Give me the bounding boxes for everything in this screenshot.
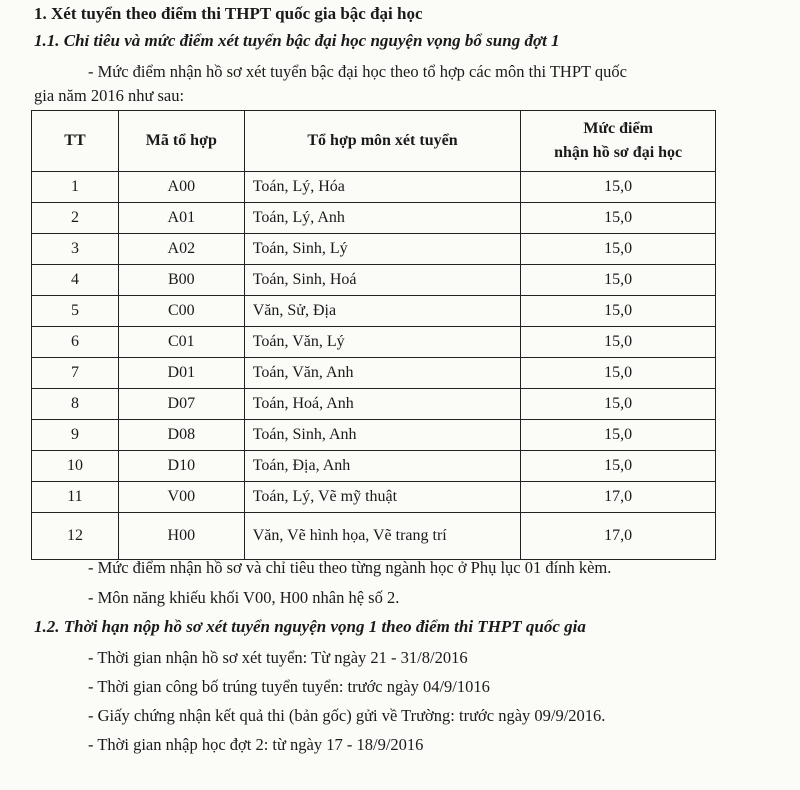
row-muc-diem: 15,0 (521, 327, 716, 358)
note-2: - Môn năng khiếu khối V00, H00 nhân hệ số 2. (88, 588, 400, 607)
table-row (32, 203, 716, 234)
row-tt: 12 (32, 513, 119, 560)
row-to-hop-mon: Toán, Sinh, Lý (244, 234, 521, 265)
row-ma-to-hop: C00 (118, 296, 244, 327)
row-muc-diem: 15,0 (521, 296, 716, 327)
row-muc-diem: 15,0 (521, 389, 716, 420)
deadline-4: - Thời gian nhập học đợt 2: từ ngày 17 - 18/9/2016 (88, 735, 424, 754)
row-ma-to-hop: C01 (118, 327, 244, 358)
row-to-hop-mon: Toán, Địa, Anh (244, 451, 521, 482)
deadline-1: - Thời gian nhận hồ sơ xét tuyển: Từ ngày 21 - 31/8/2016 (88, 648, 468, 667)
row-muc-diem: 15,0 (521, 234, 716, 265)
admission-score-table (31, 110, 716, 560)
row-tt: 11 (32, 482, 119, 513)
row-to-hop-mon: Toán, Lý, Anh (244, 203, 521, 234)
row-ma-to-hop: A02 (118, 234, 244, 265)
row-to-hop-mon: Toán, Văn, Lý (244, 327, 521, 358)
row-tt: 4 (32, 265, 119, 296)
row-ma-to-hop: D07 (118, 389, 244, 420)
row-muc-diem: 15,0 (521, 451, 716, 482)
row-muc-diem: 15,0 (521, 420, 716, 451)
row-tt: 3 (32, 234, 119, 265)
header-tt: TT (32, 111, 119, 172)
row-tt: 5 (32, 296, 119, 327)
row-ma-to-hop: A00 (118, 172, 244, 203)
row-muc-diem: 15,0 (521, 358, 716, 389)
table-row (32, 358, 716, 389)
row-ma-to-hop: D10 (118, 451, 244, 482)
row-ma-to-hop: D01 (118, 358, 244, 389)
row-to-hop-mon: Văn, Vẽ hình họa, Vẽ trang trí (244, 513, 521, 560)
intro-line-1: - Mức điểm nhận hồ sơ xét tuyển bậc đại học theo tổ hợp các môn thi THPT quốc (88, 62, 628, 81)
row-ma-to-hop: D08 (118, 420, 244, 451)
heading-section-1: 1. Xét tuyển theo điểm thi THPT quốc gia bậc đại học (34, 4, 423, 23)
row-to-hop-mon: Toán, Văn, Anh (244, 358, 521, 389)
header-muc-diem (521, 111, 716, 172)
deadline-2: - Thời gian công bố trúng tuyển tuyển: trước ngày 04/9/1016 (88, 677, 490, 696)
header-to-hop-mon: Tổ hợp môn xét tuyển (244, 111, 521, 172)
row-ma-to-hop: H00 (118, 513, 244, 560)
table-row (32, 296, 716, 327)
table-row (32, 327, 716, 358)
table-row (32, 172, 716, 203)
row-to-hop-mon: Toán, Sinh, Anh (244, 420, 521, 451)
table-row (32, 234, 716, 265)
row-tt: 7 (32, 358, 119, 389)
row-muc-diem: 17,0 (521, 482, 716, 513)
header-muc-diem-line2: nhận hồ sơ đại học (554, 144, 683, 161)
table-row (32, 451, 716, 482)
intro-line-2: gia năm 2016 như sau: (34, 86, 185, 105)
table-row (32, 482, 716, 513)
row-tt: 10 (32, 451, 119, 482)
row-tt: 9 (32, 420, 119, 451)
row-muc-diem: 15,0 (521, 265, 716, 296)
row-to-hop-mon: Toán, Hoá, Anh (244, 389, 521, 420)
table-row (32, 420, 716, 451)
row-to-hop-mon: Toán, Sinh, Hoá (244, 265, 521, 296)
deadline-3: - Giấy chứng nhận kết quả thi (bản gốc) gửi về Trường: trước ngày 09/9/2016. (88, 706, 606, 725)
note-1: - Mức điểm nhận hồ sơ và chỉ tiêu theo từng ngành học ở Phụ lục 01 đính kèm. (88, 558, 612, 577)
row-ma-to-hop: B00 (118, 265, 244, 296)
table-header-row (32, 111, 716, 172)
row-to-hop-mon: Toán, Lý, Vẽ mỹ thuật (244, 482, 521, 513)
row-muc-diem: 15,0 (521, 172, 716, 203)
row-muc-diem: 15,0 (521, 203, 716, 234)
row-to-hop-mon: Văn, Sử, Địa (244, 296, 521, 327)
row-muc-diem: 17,0 (521, 513, 716, 560)
table-row (32, 265, 716, 296)
row-ma-to-hop: A01 (118, 203, 244, 234)
row-to-hop-mon: Toán, Lý, Hóa (244, 172, 521, 203)
heading-section-1-2: 1.2. Thời hạn nộp hồ sơ xét tuyển nguyện vọng 1 theo điểm thi THPT quốc gia (34, 617, 586, 636)
row-tt: 8 (32, 389, 119, 420)
row-tt: 2 (32, 203, 119, 234)
table-row (32, 513, 716, 560)
header-muc-diem-line1: Mức điểm (583, 120, 653, 137)
row-tt: 1 (32, 172, 119, 203)
row-tt: 6 (32, 327, 119, 358)
heading-section-1-1: 1.1. Chỉ tiêu và mức điểm xét tuyển bậc đại học nguyện vọng bổ sung đợt 1 (34, 31, 560, 50)
row-ma-to-hop: V00 (118, 482, 244, 513)
header-ma-to-hop: Mã tổ hợp (118, 111, 244, 172)
table-row (32, 389, 716, 420)
